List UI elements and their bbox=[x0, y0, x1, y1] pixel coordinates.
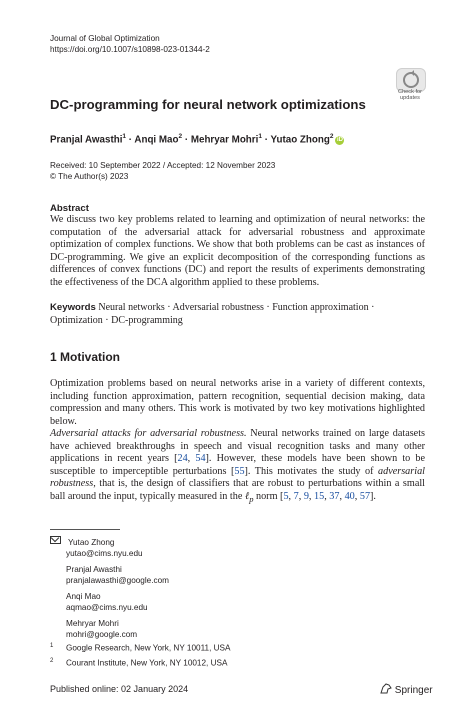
contact-name: Yutao Zhong bbox=[68, 538, 115, 547]
paragraph-2-text: ]. bbox=[370, 490, 376, 502]
citation-link[interactable]: 24 bbox=[177, 453, 188, 464]
paragraph-2-text: ]. This motivates the study of bbox=[244, 465, 379, 477]
citation-link[interactable]: 40 bbox=[344, 490, 355, 502]
author-name: Pranjal Awasthi bbox=[50, 134, 123, 146]
author-list: Pranjal Awasthi$^1$ · Anqi Mao$^2$ · Mehryar Mohri$^1$ · Yutao Zhong$^2$iD bbox=[50, 133, 343, 146]
affiliation-text: Courant Institute, New York, NY 10012, USA bbox=[66, 658, 228, 668]
affiliation bbox=[50, 641, 230, 654]
author-name: Yutao Zhong bbox=[270, 134, 330, 146]
italic-term: adversarial robustness bbox=[50, 465, 425, 489]
published-date: Published online: 02 January 2024 bbox=[50, 684, 189, 694]
section-heading: 1 Motivation bbox=[50, 350, 121, 364]
contact-email[interactable]: pranjalawasthi@google.com bbox=[66, 576, 169, 585]
contact-name: Anqi Mao bbox=[66, 592, 101, 601]
author-sup: 1 bbox=[258, 133, 262, 140]
doi-link[interactable]: https://doi.org/10.1007/s10898-023-01344-2 bbox=[50, 45, 210, 54]
author-sup: 2 bbox=[178, 133, 183, 140]
contact-block bbox=[50, 536, 169, 640]
contact-email[interactable]: yutao@cims.nyu.edu bbox=[66, 549, 143, 558]
body-paragraph: Optimization problems based on neural networks arise in a variety of different contexts, including function approximation, pattern recognition, sequential decision making, data compression and many others. This work is motivated by two key motivations highlighted below. Adversarial attacks for adversarial robustness. Neural networks trained on large datasets have achieved breakthroughs in speech and visual recognition tasks and many other applications in recent years [24, 54]. However, these models have been shown to be susceptible to imperceptible perturbations [55]. This motivates the study of adversarial robustness, that is, the design of classifiers that are robust to perturbations within a small ball around the input, typically measured in the ℓ$_p$ norm [5, 7, 9, 15, 37, 40, 57]. bbox=[50, 378, 425, 504]
publisher-logo bbox=[380, 683, 433, 696]
affiliation bbox=[50, 656, 227, 669]
received-accepted: Received: 10 September 2022 / Accepted: 12 November 2023 bbox=[50, 161, 276, 170]
footnote-divider bbox=[50, 529, 120, 530]
contact-email[interactable]: mohri@google.com bbox=[66, 630, 138, 639]
citation-link[interactable]: 55 bbox=[234, 465, 245, 477]
contact-email[interactable]: aqmao@cims.nyu.edu bbox=[66, 603, 148, 612]
badge-line2: updates bbox=[400, 95, 420, 101]
paragraph-2-text: Neural networks trained on large datasets have achieved breakthroughs in speech and visual recognition tasks and many other applications in recent years [ bbox=[50, 428, 425, 464]
paragraph-2-text: ]. However, these models have been shown to be susceptible to imperceptible perturbations [ bbox=[50, 453, 425, 477]
contact-name: Mehryar Mohri bbox=[66, 619, 119, 628]
keywords-text: Neural networks · Adversarial robustness · Function approximation · Optimization · DC-programming bbox=[50, 302, 375, 326]
publication-dates bbox=[50, 160, 275, 182]
norm-subscript: p bbox=[249, 493, 254, 504]
orcid-icon[interactable]: iD bbox=[336, 137, 343, 144]
keywords-label: Keywords bbox=[50, 302, 96, 313]
affiliation-number: 1 bbox=[50, 643, 54, 649]
citation-link[interactable]: 5 bbox=[283, 490, 289, 502]
author-name: Anqi Mao bbox=[134, 134, 179, 146]
paragraph-2-lead: Adversarial attacks for adversarial robustness. bbox=[50, 428, 247, 439]
citation-link[interactable]: 54 bbox=[195, 453, 206, 464]
author-sup: 2 bbox=[329, 133, 334, 140]
affiliation-text: Google Research, New York, NY 10011, USA bbox=[66, 643, 231, 653]
citation-link[interactable]: 57 bbox=[359, 490, 371, 502]
author-sup: 1 bbox=[122, 133, 127, 140]
springer-horse-icon bbox=[380, 683, 392, 694]
copyright: © The Author(s) 2023 bbox=[50, 172, 129, 181]
badge-line1: Check for bbox=[398, 89, 422, 95]
author-name: Mehryar Mohri bbox=[190, 134, 259, 146]
paragraph-2-text: , that is, the design of classifiers that are robust to perturbations within a small ball around the input, typically measured in the bbox=[50, 478, 425, 502]
norm-symbol: ℓ bbox=[244, 490, 250, 502]
citation-link[interactable]: 15 bbox=[314, 490, 325, 502]
citation-link[interactable]: 9 bbox=[303, 490, 309, 502]
citation-link[interactable]: 37 bbox=[329, 490, 340, 502]
abstract-heading: Abstract bbox=[50, 203, 89, 214]
paragraph-1: Optimization problems based on neural networks arise in a variety of different contexts, including function approximation, pattern recognition, sequential decision making, data compression and many others. This work is motivated by two key motivations highlighted below. bbox=[50, 378, 425, 427]
abstract-text: We discuss two key problems related to learning and optimization of neural networks: the computation of the adversarial attack for adversarial robustness and approximate optimization of complex functions. We show that both problems can be cast as instances of DC-programming. We give an explicit decomposition of the corresponding functions as differences of convex functions (DC) and report the results of experiments demonstrating the effectiveness of the DCA algorithm applied to these problems. bbox=[50, 214, 425, 288]
paragraph-2-text: norm [ bbox=[253, 490, 284, 502]
affiliation-number: 2 bbox=[50, 658, 54, 664]
envelope-icon bbox=[50, 536, 61, 544]
contact-name: Pranjal Awasthi bbox=[66, 565, 122, 574]
check-for-updates-badge[interactable] bbox=[393, 68, 427, 102]
journal-name: Journal of Global Optimization bbox=[50, 34, 160, 43]
journal-header bbox=[50, 33, 210, 55]
keywords bbox=[50, 302, 425, 327]
paper-title: DC-programming for neural network optimizations bbox=[50, 97, 366, 112]
publisher-name: Springer bbox=[394, 685, 433, 696]
citation-link[interactable]: 7 bbox=[293, 490, 299, 502]
